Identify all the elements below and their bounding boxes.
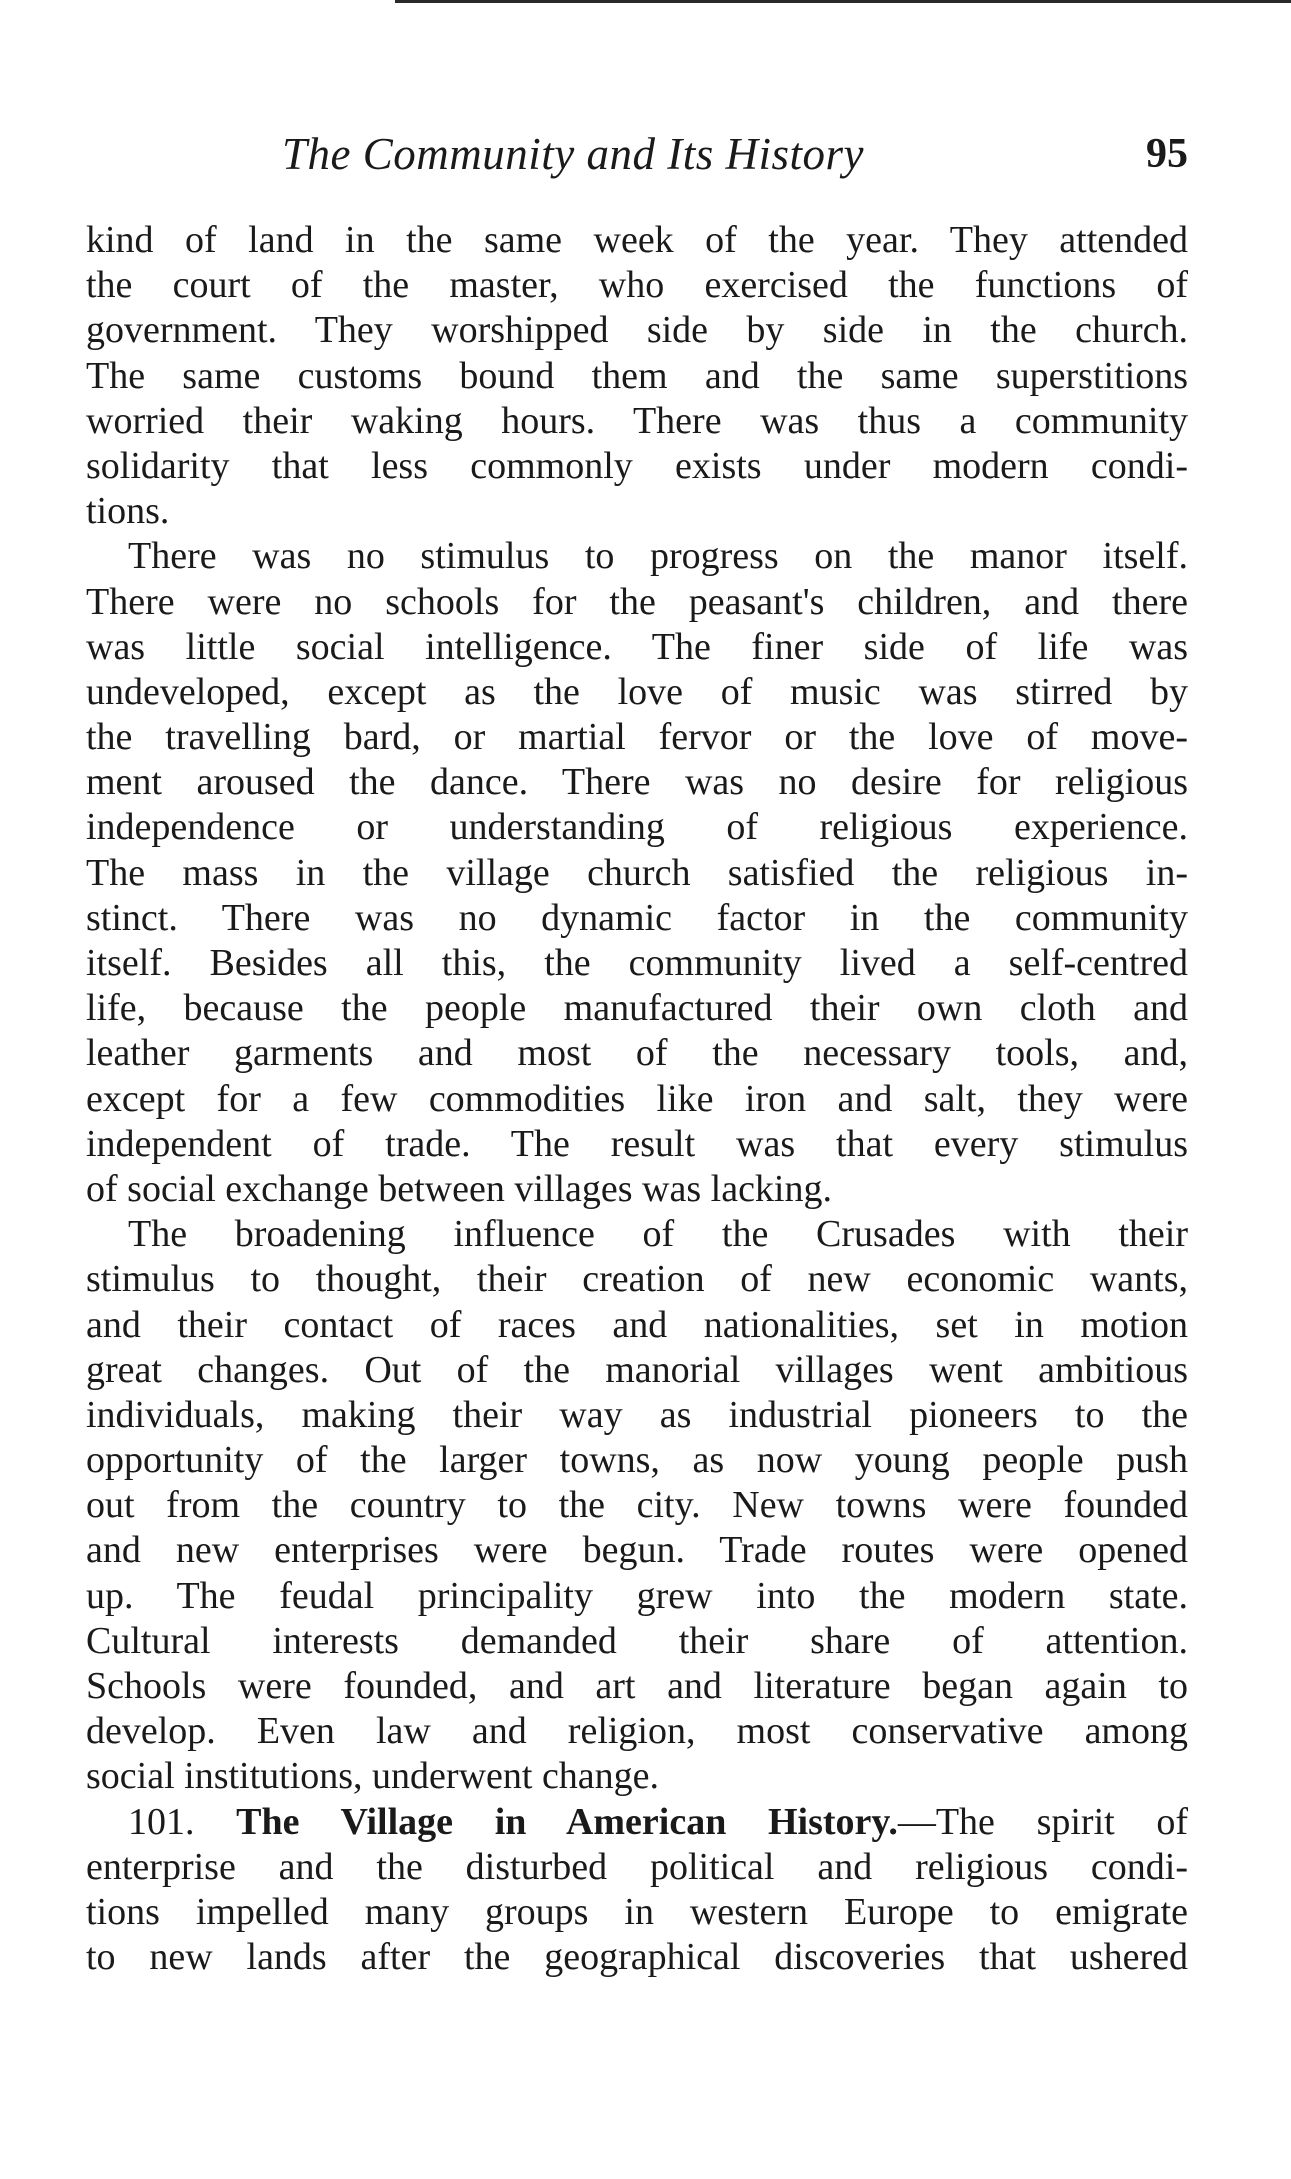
text-line: tions. [86,490,170,533]
body-text [86,218,1188,1980]
text-line: The same customs bound them and the same superstitions [86,354,1188,397]
text-line: itself. Besides all this, the community lived a self-centred [86,942,1188,984]
text-line: There were no schools for the peasant's children, and there [86,580,1188,623]
running-title: The Community and Its History [282,129,864,179]
text-line: Schools were founded, and art and literature began again to [86,1665,1188,1707]
text-line: the travelling bard, or martial fervor or the love of move- [86,716,1188,759]
text-line: kind of land in the same week of the year. They attended [86,219,1188,261]
text-line: The mass in the village church satisfied the religious in- [86,851,1188,894]
text-line: great changes. Out of the manorial villages went ambitious [86,1348,1188,1391]
text-line: social institutions, underwent change. [86,1755,660,1798]
text-line: stinct. There was no dynamic factor in the community [86,896,1188,939]
text-line: the court of the master, who exercised the functions of [86,264,1188,307]
text-line: independent of trade. The result was that every stimulus [86,1122,1188,1165]
text-line: undeveloped, except as the love of music was stirred by [86,670,1188,713]
top-edge-rule [395,0,1291,3]
text-line: independence or understanding of religious experience. [86,806,1188,849]
text-line: life, because the people manufactured their own cloth and [86,987,1188,1030]
text-line: individuals, making their way as industrial pioneers to the [86,1393,1188,1436]
text-line: opportunity of the larger towns, as now young people push [86,1439,1188,1482]
page-number: 95 [1146,131,1188,177]
text-line: tions impelled many groups in western Europe to emigrate [86,1890,1188,1933]
text-line: leather garments and most of the necessary tools, and, [86,1032,1188,1075]
text-line: worried their waking hours. There was thus a community [86,399,1188,442]
text-line: Cultural interests demanded their share of attention. [86,1619,1188,1662]
text-line: The broadening influence of the Crusades with their [128,1213,1188,1256]
section-heading-line [86,1800,1188,1845]
section-title: The Village in American History. [236,1800,898,1843]
text-line: up. The feudal principality grew into the modern state. [86,1574,1188,1617]
section-first-line-text: —The spirit of [897,1800,1188,1843]
text-line: ment aroused the dance. There was no desire for religious [86,761,1188,804]
text-line: stimulus to thought, their creation of new economic wants, [86,1258,1188,1301]
text-line: of social exchange between villages was lacking. [86,1167,832,1210]
text-line: There was no stimulus to progress on the manor itself. [128,535,1188,578]
section-number: 101. [128,1800,195,1843]
text-line: and new enterprises were begun. Trade routes were opened [86,1529,1188,1572]
text-line: solidarity that less commonly exists under modern condi- [86,444,1188,487]
text-line: to new lands after the geographical discoveries that ushered [86,1936,1188,1979]
text-line: was little social intelligence. The finer side of life was [86,625,1188,668]
text-line: government. They worshipped side by side in the church. [86,309,1188,352]
text-line: out from the country to the city. New towns were founded [86,1484,1188,1527]
text-line: enterprise and the disturbed political and religious condi- [86,1845,1188,1888]
page-header [86,124,1188,184]
text-line: and their contact of races and nationalities, set in motion [86,1303,1188,1346]
text-line: except for a few commodities like iron and salt, they were [86,1077,1188,1120]
text-line: develop. Even law and religion, most conservative among [86,1710,1188,1753]
